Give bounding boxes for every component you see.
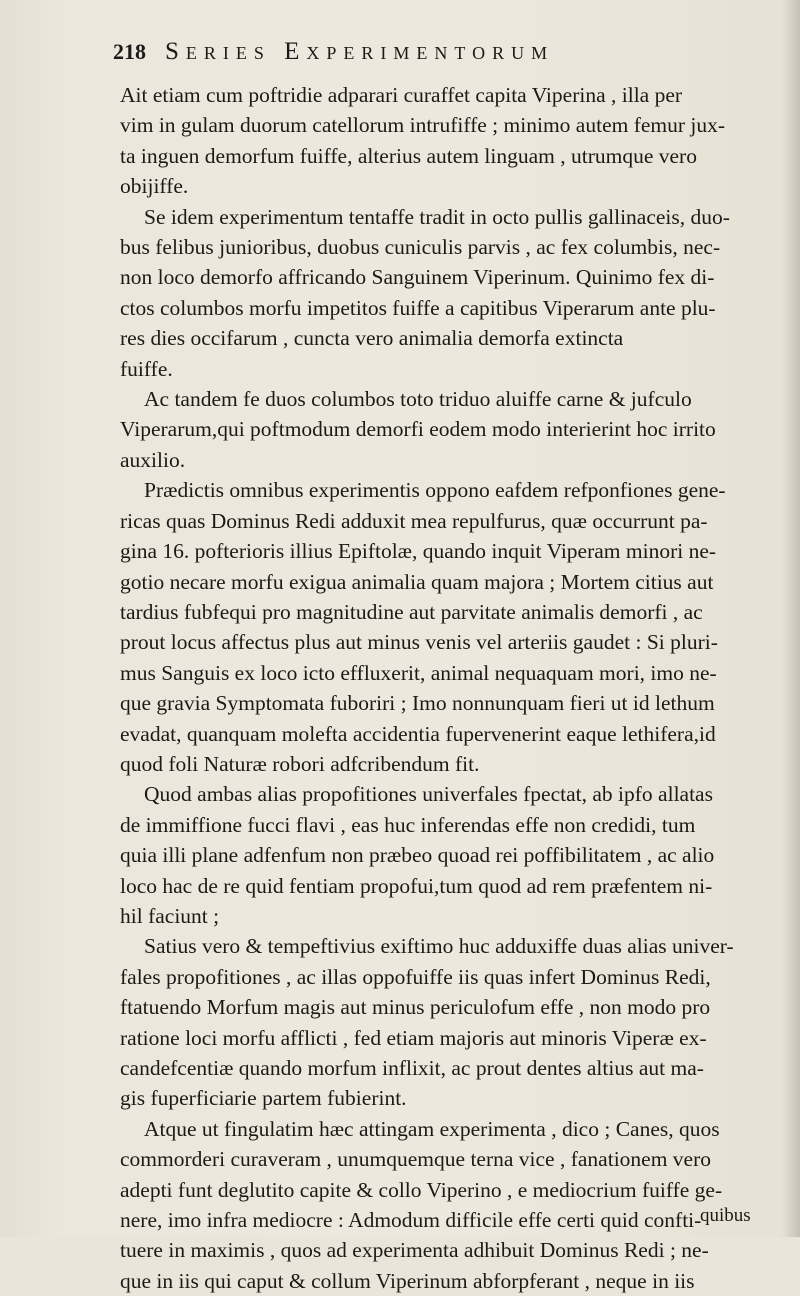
text-line: candefcentiæ quando morfum inflixit, ac prout dentes altius aut ma- xyxy=(120,1056,704,1080)
page-header xyxy=(113,38,773,74)
catchword: quibus xyxy=(700,1205,751,1226)
text-line: gina 16. pofterioris illius Epiftolæ, quando inquit Viperam minori ne- xyxy=(120,539,717,564)
text-line: Viperarum,qui poftmodum demorfi eodem modo interierint hoc irrito xyxy=(120,417,716,442)
text-line: adepti funt deglutito capite & collo Viperino , e mediocrium fuiffe ge- xyxy=(120,1177,723,1202)
text-line: fales propofitiones , ac illas oppofuiffe iis quas infert Dominus Redi, xyxy=(120,964,711,989)
text-line: Satius vero & tempeftivius exiftimo huc adduxiffe duas alias univer- xyxy=(144,934,734,959)
text-line: Prædictis omnibus experimentis oppono eafdem refponfiones gene- xyxy=(144,478,726,503)
text-line: tuere in maximis , quos ad experimenta adhibuit Dominus Redi ; ne- xyxy=(120,1238,709,1263)
text-line: tardius fubfequi pro magnitudine aut parvitate animalis demorfi , ac xyxy=(120,599,703,624)
text-line: loco hac de re quid fentiam propofui,tum quod ad rem præfentem ni- xyxy=(120,873,713,898)
text-line: non loco demorfo affricando Sanguinem Viperinum. Quinimo fex di- xyxy=(120,265,715,290)
text-line: mus Sanguis ex loco icto effluxerit, animal nequaquam mori, imo ne- xyxy=(120,660,717,685)
text-line: ftatuendo Morfum magis aut minus periculofum effe , non modo pro xyxy=(120,995,711,1020)
text-line: Quod ambas alias propofitiones univerfales fpectat, ab ipfo allatas xyxy=(144,782,713,807)
text-line: bus felibus junioribus, duobus cuniculis parvis , ac fex columbis, nec- xyxy=(120,235,721,260)
text-line: evadat, quanquam molefta accidentia fupervenerint eaque lethifera,id xyxy=(120,721,716,746)
text-line: quia illi plane adfenfum non præbeo quoad rei poffibilitatem , ac alio xyxy=(120,843,715,868)
text-line: quod foli Naturæ robori adfcribendum fit. xyxy=(120,751,480,776)
text-line: commorderi curaveram , unumquemque terna vice , fanationem vero xyxy=(120,1147,712,1172)
text-line: vim in gulam duorum catellorum intrufiffe ; minimo autem femur jux- xyxy=(120,113,726,138)
running-head: Series Experimentorum xyxy=(165,38,555,65)
text-line: nere, imo infra mediocre : Admodum difficile effe certi quid confti- xyxy=(120,1208,702,1233)
text-line: que in iis qui caput & collum Viperinum abforpferant , neque in iis xyxy=(120,1268,695,1293)
text-line: Atque ut fingulatim hæc attingam experimenta , dico ; Canes, quos xyxy=(144,1116,720,1141)
text-line: ratione loci morfu afflicti , fed etiam majoris aut minoris Viperæ ex- xyxy=(120,1025,707,1050)
text-line: fuiffe. xyxy=(120,356,173,381)
text-line: gis fuperficiarie partem fubierint. xyxy=(120,1086,407,1111)
text-line: gotio necare morfu exigua animalia quam majora ; Mortem citius aut xyxy=(120,569,714,594)
text-line: ctos columbos morfu impetitos fuiffe a capitibus Viperarum ante plu- xyxy=(120,295,716,320)
text-line: de immiffione fucci flavi , eas huc inferendas effe non credidi, tum xyxy=(120,812,696,837)
text-line: obijiffe. xyxy=(120,174,189,199)
text-line: prout locus affectus plus aut minus venis vel arteriis gaudet : Si pluri- xyxy=(120,630,718,655)
text-line: auxilio. xyxy=(120,447,186,472)
text-line: que gravia Symptomata fuboriri ; Imo nonnunquam fieri ut id lethum xyxy=(120,691,715,716)
text-line: ricas quas Dominus Redi adduxit mea repulfurus, quæ occurrunt pa- xyxy=(120,508,708,533)
page-edge-shadow xyxy=(782,0,800,1237)
text-line: Ait etiam cum poftridie adparari curaffet capita Viperina , illa per xyxy=(120,83,683,107)
page-number: 218 xyxy=(113,39,146,64)
text-line: ta inguen demorfum fuiffe, alterius autem linguam , utrumque vero xyxy=(120,143,697,168)
text-line: Se idem experimentum tentaffe tradit in octo pullis gallinaceis, duo- xyxy=(144,204,730,229)
text-line: res dies occifarum , cuncta vero animalia demorfa extincta xyxy=(120,326,624,351)
body-text xyxy=(120,80,770,1296)
text-line: Ac tandem fe duos columbos toto triduo aluiffe carne & jufculo xyxy=(144,387,692,412)
text-line: hil faciunt ; xyxy=(120,903,220,928)
